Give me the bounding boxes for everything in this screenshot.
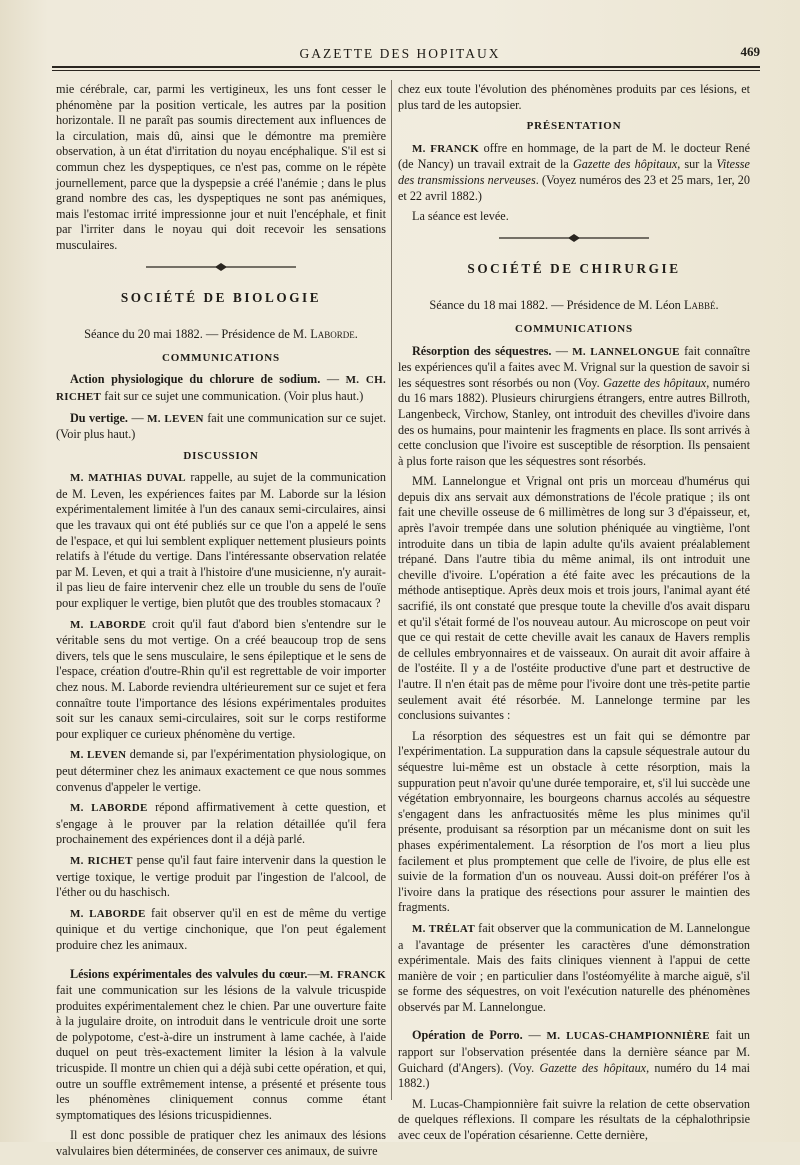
column-divider bbox=[391, 80, 392, 1100]
discussion-entry: M. MATHIAS DUVAL rappelle, au sujet de la communication de M. Leven, les expériences faites par M. Laborde sur la lésion expérimentalement limitée à l'un des canaux semi-circulaires, ainsi que les travaux qui ont été publiés sur ce que l'on a appelé le sens de l'espace, et qui lui semblent expliquer nettement plusieurs points relatifs à l'étude du vertige. Dans l'intéressante observation relatée par M. Leven, et qui a trait à l'histoire d'une musicienne, n'y aurait-il pas lieu de faire intervenir chez elle un trouble du sens de l'ouïe pour expliquer le vertige, bien plutôt que des troubles stomacaux ? bbox=[56, 470, 386, 611]
president-name: Labbé bbox=[683, 298, 716, 313]
speaker-name: M. LANNELONGUE bbox=[572, 345, 680, 358]
section-heading-biologie: SOCIÉTÉ DE BIOLOGIE bbox=[120, 289, 322, 305]
discussion-entry: M. TRÉLAT fait observer que la communication de M. Lannelongue a l'avantage de présenter les caractères d'une démonstration expérimentale. Mais des faits cliniques viennent à l'appui de cette manière de voir ; en particulier dans l'ostéomyélite à marche aiguë, s'il se forme des séquestres, on voit l'exécution naturelle des phénomènes observés par M. Lannelongue. bbox=[398, 920, 750, 1014]
paragraph: MM. Lannelongue et Vrignal ont pris un morceau d'humérus qui depuis dix ans servait aux démonstrations de l'école pratique ; ils ont fait une cheville osseuse de 6 millimètres de long sur 3 d'épaisseur, et, après l'avoir trempée dans une solution phéniquée au vingtième, l'ont introduite dans un tibia de lapin adulte qu'ils avaient préalablement trépané. Dans l'autre tibia du même animal, ils ont introduit une cheville d'ivoire. L'opération a été faite avec les précautions de la méthode antiseptique. Après deux mois et trois jours, l'animal ayant été sacrifié, ils ont constaté que presque toute la cheville d'os avait disparu et qu'il s'était formé de l'os nouveau autour. Au microscope on peut voir que ce qui restait de cette cheville avait les canaux de Havers remplis de cellules embryonnaires et de vaisseaux. On aurait dit avoir affaire à de l'ostéite. Il y a de l'ostéite productive d'une part et destructive de l'autre. Il n'en était pas de même pour l'ivoire dont une très-petite partie seulement avait été résorbée. M. Lannelonge termine par les conclusions suivantes : bbox=[398, 474, 750, 723]
speaker-name: M. CH. RICHET bbox=[56, 374, 386, 403]
communication-entry: Du vertige. — M. LEVEN fait une communication sur ce sujet. (Voir plus haut.) bbox=[56, 410, 386, 442]
header-rule-thin bbox=[52, 70, 760, 71]
subheading-discussion: DISCUSSION bbox=[183, 449, 259, 462]
speaker-name: M. LUCAS-CHAMPIONNIÈRE bbox=[546, 1030, 710, 1043]
speaker-name: M. LABORDE bbox=[70, 907, 146, 920]
subheading-presentation: PRÉSENTATION bbox=[526, 120, 622, 133]
session-line: Séance du 18 mai 1882. — Présidence de M. Léon Labbé. bbox=[429, 298, 719, 313]
ornament-divider bbox=[398, 233, 750, 243]
speaker-name: M. LEVEN bbox=[70, 749, 127, 762]
speaker-name: M. RICHET bbox=[70, 854, 133, 867]
header-rule bbox=[52, 66, 760, 68]
speaker-name: M. FRANCK bbox=[412, 142, 480, 155]
page-header bbox=[40, 44, 760, 68]
communication-entry: Résorption des séquestres. — M. LANNELONGUE fait connaître les expériences qu'il a faites avec M. Vrignal sur la question de savoir si les séquestres sont résorbés ou non (Voy. Gazette des hôpitaux, numéro du 16 mars 1882). Plusieurs chirurgiens étrangers, entre autres Billroth, Langenbeck, Virchow, Stanley, ont introduit des chevilles d'ivoire dans des os humains, pour maintenir les fragments en place. Ils sont arrivés à cette conclusion que l'ivoire est susceptible de résorption. Ils pensaient à plus forte raison que les séquestres sont résorbés. bbox=[398, 343, 750, 468]
entry-title: Résorption des séquestres. bbox=[412, 343, 552, 358]
session-line: Séance du 20 mai 1882. — Présidence de M. Laborde. bbox=[84, 327, 358, 342]
left-column bbox=[56, 82, 386, 1165]
paragraph: mie cérébrale, car, parmi les vertigineux, les uns font cesser le phénomène par la position verticale, les autres par la position horizontale. Il ne paraît pas soumis directement aux influences de la circulation, mais dû, ainsi que le démontre ma première observation, à un état d'irritation du noyau encéphalique. S'il est si commun chez les dyspeptiques, ce n'est pas, comme on le répète journellement, parce que la dyspepsie a créé l'anémie ; dans le plus grand nombre des cas, les dyspeptiques ne sont pas anémiques, mais l'estomac irrité impressionne jour et nuit l'encéphale, et finit par l'irriter dans le noyau qui doit recevoir les sensations musculaires. bbox=[56, 82, 386, 252]
right-column bbox=[398, 82, 750, 1149]
communication-entry: Opération de Porro. — M. LUCAS-CHAMPIONNIÈRE fait un rapport sur l'observation présentée dans la dernière séance par M. Guichard (d'Angers). (Voy. Gazette des hôpitaux, numéro du 14 mai 1882.) bbox=[398, 1028, 751, 1091]
entry-title: Du vertige. bbox=[70, 410, 128, 425]
running-title: GAZETTE DES HOPITAUX bbox=[299, 46, 501, 61]
entry-title: Lésions expérimentales des valvules du cœur. bbox=[70, 966, 308, 981]
speaker-name: M. LEVEN bbox=[147, 412, 204, 425]
speaker-name: M. LABORDE bbox=[70, 618, 147, 631]
subheading-communications: COMMUNICATIONS bbox=[515, 322, 633, 335]
president-name: Laborde bbox=[310, 327, 355, 342]
subheading-communications: COMMUNICATIONS bbox=[162, 351, 280, 364]
speaker-name: M. TRÉLAT bbox=[412, 922, 475, 935]
section-heading-chirurgie: SOCIÉTÉ DE CHIRURGIE bbox=[467, 260, 681, 276]
paragraph: chez eux toute l'évolution des phénomènes produits par ces lésions, et plus tard de les autopsier. bbox=[398, 82, 750, 112]
speaker-name: M. FRANCK bbox=[319, 968, 386, 981]
presentation-entry: M. FRANCK offre en hommage, de la part de M. le docteur René (de Nancy) un travail extrait de la Gazette des hôpitaux, sur la Vitesse des transmissions nerveuses. (Voyez numéros des 23 et 25 mars, 1er, 20 et 22 avril 1882.) bbox=[398, 140, 750, 203]
entry-title: Opération de Porro. bbox=[412, 1028, 523, 1043]
entry-title: Action physiologique du chlorure de sodium. bbox=[70, 372, 321, 387]
speaker-name: M. MATHIAS DUVAL bbox=[70, 472, 186, 485]
closing-line: La séance est levée. bbox=[412, 209, 509, 224]
discussion-entry: M. RICHET pense qu'il faut faire intervenir dans la question le vertige toxique, le vertige produit par l'ingestion de l'alcool, de l'éther ou du haschisch. bbox=[56, 852, 386, 900]
ornament-divider bbox=[56, 262, 386, 272]
page-number: 469 bbox=[740, 44, 760, 59]
paragraph: Il est donc possible de pratiquer chez les animaux des lésions valvulaires bien déterminées, de conserver ces animaux, de suivre bbox=[56, 1128, 386, 1159]
discussion-entry: M. LABORDE répond affirmativement à cette question, et s'engage à le prouver par la relation détaillée qu'il fera prochainement des expériences dont il a déjà parlé. bbox=[56, 800, 387, 847]
discussion-entry: M. LEVEN demande si, par l'expérimentation physiologique, on peut déterminer chez les animaux exactement ce que nous sommes convenus d'appeler le vertige. bbox=[56, 747, 386, 794]
paragraph: La résorption des séquestres est un fait qui se démontre par l'expérimentation. La suppuration dans la capsule séquestrale autour du séquestre lui-même est un obstacle à cette résorption, mais la suppuration peut n'avoir qu'une durée temporaire, et, s'il lui succède une végétation embryonnaire, les bourgeons charnus accolés au séquestre s'engagent dans les anfractuosités même les plus minimes qu'il présente, produisant sa résorption par un mécanisme dont on suit les phases expérimentalement. La résorption de l'os mort a lieu plus facilement et plus promptement que celle de l'ivoire, de plus elle est suivie de la formation d'un os nouveau. Aussi doit-on préférer l'os à l'ivoire dans la pratique des résections pour assurer le maintien des fragments. bbox=[398, 728, 750, 915]
discussion-entry: M. LABORDE fait observer qu'il en est de même du vertige quinique et du vertige cinchonique, que l'on peut également produire chez les animaux. bbox=[56, 905, 386, 952]
communication-entry: Action physiologique du chlorure de sodium. — M. CH. RICHET fait sur ce sujet une communication. (Voir plus haut.) bbox=[56, 372, 386, 403]
communication-entry: Lésions expérimentales des valvules du cœur.—M. FRANCK fait une communication sur les lésions de la valvule tricuspide produites expérimentalement chez le chien. Par une ouverture faite à la jugulaire droite, on introduit dans le ventricule droit une sorte de polypotome, c'est-à-dire un instrument à lame cachée, à l'aide duquel on peut très-exactement limiter la lésion à la valvule tricuspide. Il montre un chien qui a déjà subi cette opération, et qui, outre un souffle extrêmement intense, a présenté et présente tous les phénomènes cliniquement connus comme étant symptomatiques des lésions tricuspidiennes. bbox=[56, 966, 386, 1122]
speaker-name: M. LABORDE bbox=[70, 802, 148, 815]
discussion-entry: M. LABORDE croit qu'il faut d'abord bien s'entendre sur le véritable sens du mot vertige. On a créé beaucoup trop de sens divers, tels que le sens musculaire, le sens épileptique et le sens de l'espace, création d'outre-Rhin qu'il est regrettable de voir importer chez nous. M. Laborde reviendra ultérieurement sur ce sujet et fera connaître toute l'importance des lésions expérimentales produites soit sur les canaux semi-circulaires, soit sur le corps restiforme pour expliquer ce curieux phénomène du vertige. bbox=[56, 616, 386, 741]
paragraph: M. Lucas-Championnière fait suivre la relation de cette observation de quelques réflexions. Il compare les résultats de la céphalothripsie avec ceux de l'opération césarienne. Cette dernière, bbox=[398, 1096, 750, 1143]
